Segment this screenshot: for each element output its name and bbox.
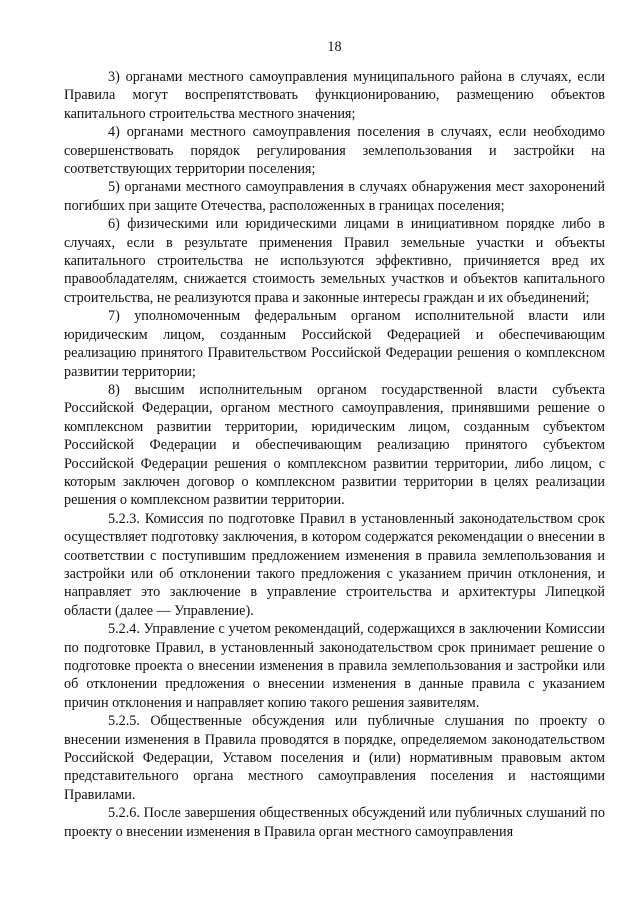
- paragraph-5-2-5: 5.2.5. Общественные обсуждения или публичные слушания по проекту о внесении изменения в Правила проводятся в порядке, определяемом законодательством Российской Федерации, Уставом поселения и (или) нормативным правовым актом представительного органа местного самоуправления поселения и настоящими Правилами.: [64, 713, 605, 803]
- paragraph-5-2-6: 5.2.6. После завершения общественных обсуждений или публичных слушаний по проекту о внесении изменения в Правила орган местного самоуправления: [64, 805, 605, 840]
- paragraph-item-7: 7) уполномоченным федеральным органом исполнительной власти или юридическим лицом, созданным Российской Федерацией и обеспечивающим реализацию принятого Правительством Российской Федерации решения о комплексном развитии территории;: [64, 308, 605, 380]
- paragraph-item-3: 3) органами местного самоуправления муниципального района в случаях, если Правила могут воспрепятствовать функционированию, размещению объектов капитального строительства местного значения;: [64, 69, 605, 122]
- paragraph-5-2-4: 5.2.4. Управление с учетом рекомендаций, содержащихся в заключении Комиссии по подготовке Правил, в установленный законодательством срок принимает решение о подготовке проекта о внесении изменения в правила землепользования и застройки или об отклонении предложения о внесении изменения в данные правила с указанием причин отклонения и направляет копию такого решения заявителям.: [64, 621, 605, 711]
- paragraph-5-2-3: 5.2.3. Комиссия по подготовке Правил в установленный законодательством срок осуществляет подготовку заключения, в котором содержатся рекомендации о внесении в соответствии с поступившим предложением изменения в правила землепользования и застройки или об отклонении такого предложения с указанием причин отклонения, и направляет это заключение в управление строительства и архитектуры Липецкой области (далее — Управление).: [64, 510, 605, 619]
- page-number: 18: [327, 39, 342, 55]
- paragraph-item-5: 5) органами местного самоуправления в случаях обнаружения мест захоронений погибших при защите Отечества, расположенных в границах поселения;: [64, 179, 605, 214]
- paragraph-item-8: 8) высшим исполнительным органом государственной власти субъекта Российской Федерации, органом местного самоуправления, принявшими решение о комплексном развитии территории, юридическим лицом, созданным субъектом Российской Федерации и обеспечивающим реализацию принятого субъектом Российской Федерации решения о комплексном развитии территории, либо лицом, с которым заключен договор о комплексном развитии территории в целях реализации решения о комплексном развитии территории.: [64, 381, 605, 509]
- paragraph-item-6: 6) физическими или юридическими лицами в инициативном порядке либо в случаях, если в результате применения Правил земельные участки и объекты капитального строительства не используются эффективно, причиняется вред их правообладателям, снижается стоимость земельных участков и объектов капитального строительства, не реализуются права и законные интересы граждан и их объединений;: [64, 216, 605, 306]
- paragraph-item-4: 4) органами местного самоуправления поселения в случаях, если необходимо совершенствовать порядок регулирования землепользования и застройки на соответствующих территории поселения;: [64, 124, 605, 178]
